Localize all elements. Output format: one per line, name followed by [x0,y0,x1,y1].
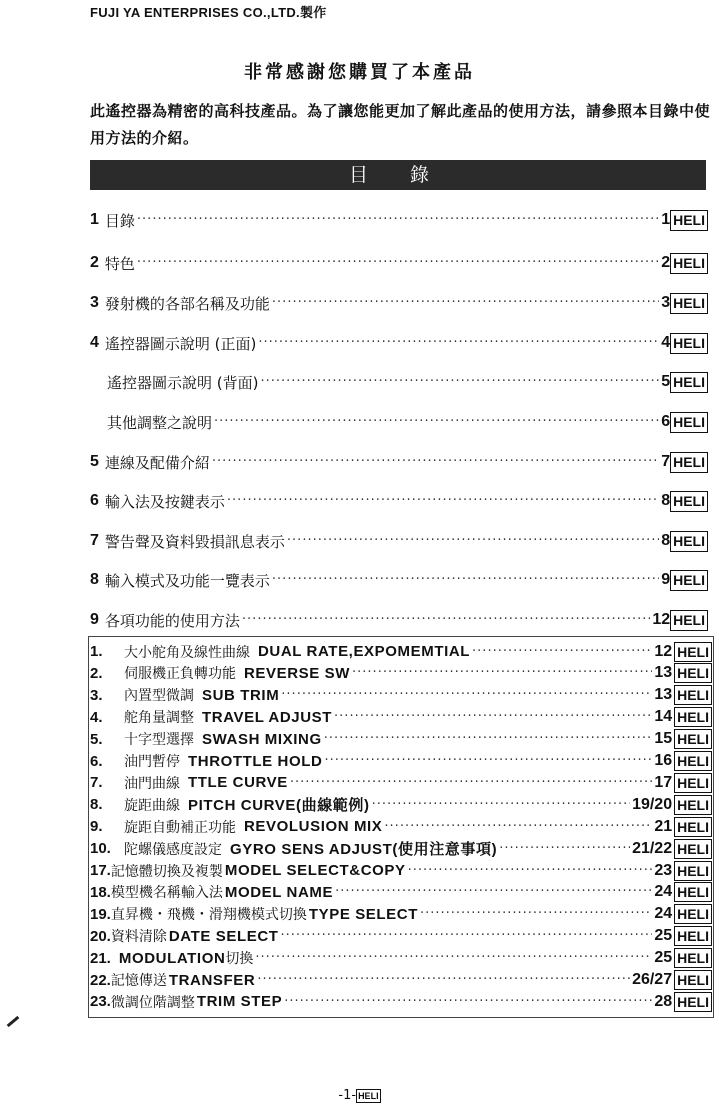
toc-row[interactable] [90,489,708,513]
function-row-number: 20. [90,927,111,945]
function-row-chinese: 陀螺儀感度設定 [124,841,222,858]
function-row[interactable] [90,707,712,728]
toc-row-number: 2 [90,254,99,271]
toc-row-page: 8 [661,532,671,549]
heli-tag: HELI [674,970,712,990]
heli-tag: HELI [674,707,712,727]
heli-tag: HELI [674,795,712,815]
heli-tag: HELI [674,685,712,705]
function-row-number: 17. [90,862,111,879]
function-row-leader [335,882,652,902]
toc-row-leader [287,531,659,551]
function-row-page: 24 [654,905,673,923]
function-row-leader [257,970,630,990]
function-row-leader [408,861,653,881]
toc-row-page: 3 [661,294,671,311]
function-row-chinese: 油門曲線 [124,775,180,792]
function-row-english: TYPE SELECT [308,905,418,923]
function-row-page: 28 [654,992,673,1010]
function-row-english: TRIM STEP [196,993,283,1011]
function-row[interactable] [90,772,712,793]
function-row-english: REVERSE SW [244,664,351,682]
toc-row-title: 遙控器圖示說明 (背面) [107,373,259,392]
function-row-page: 21/22 [632,839,673,857]
heli-tag: HELI [670,531,708,552]
toc-row-page: 7 [661,453,671,470]
function-row-leader [384,817,652,837]
function-row-page: 25 [654,949,673,967]
toc-row-title: 目錄 [104,211,135,230]
heli-tag: HELI [674,904,712,924]
toc-row-page: 5 [661,373,671,390]
page-footer [0,1088,719,1103]
function-row-english: TRAVEL ADJUST [202,708,333,726]
function-row-page: 21 [654,817,673,835]
toc-row-leader [272,570,659,590]
function-row-number: 9. [90,818,103,836]
heli-tag: HELI [670,570,708,591]
function-row-leader [324,751,652,771]
toc-row-number: 4 [90,334,99,351]
function-row-english: MODULATION [118,949,226,967]
function-row-chinese: 十字型選擇 [124,732,194,749]
function-row-english: THROTTLE HOLD [188,752,323,770]
toc-row[interactable] [90,608,708,632]
thanks-heading: 非常感謝您購買了本產品 [244,62,475,83]
heli-tag: HELI [674,882,712,902]
function-row-english: TTLE CURVE [188,774,288,792]
function-row-number: 21. [90,949,111,967]
function-row-leader [290,773,652,793]
function-row-leader [255,948,652,968]
function-row-number: 1. [90,643,103,660]
function-row-leader [472,642,652,662]
toc-row-title: 各項功能的使用方法 [104,611,240,630]
toc-row-leader [212,452,659,472]
function-row-number: 18. [90,883,111,901]
toc-row-title: 遙控器圖示說明 (正面) [104,334,257,353]
toc-row-leader [227,491,659,511]
function-row-page: 12 [654,642,673,660]
function-row-chinese: 內置型微調 [124,688,194,705]
function-row-english: SWASH MIXING [202,730,322,748]
function-row-page: 13 [654,686,673,704]
toc-row-leader [242,610,650,630]
heli-tag: HELI [670,452,708,473]
toc-row-leader [272,293,659,313]
toc-row-leader [137,210,659,230]
function-row-chinese: 舵角量調整 [124,710,194,727]
toc-row-title: 特色 [104,254,135,273]
toc-row-title: 連線及配備介紹 [104,453,210,472]
toc-row[interactable] [90,331,708,355]
function-row-chinese: 伺服機正負轉功能 [124,666,236,683]
toc-row-number: 9 [90,611,99,628]
function-row-chinese: 旋距自動補正功能 [124,819,236,836]
function-row-chinese: 記憶傳送 [110,973,167,989]
function-row-number: 5. [90,730,103,748]
heli-tag: HELI [674,861,712,881]
function-row-page: 19/20 [632,795,673,813]
toc-row-title: 發射機的各部名稱及功能 [104,294,270,313]
function-row[interactable] [90,991,712,1012]
function-row-number: 22. [90,971,111,989]
function-row-number: 4. [90,708,103,726]
toc-row[interactable] [90,450,708,474]
toc-row[interactable] [90,529,708,553]
heli-tag: HELI [674,948,712,968]
function-row[interactable] [90,794,712,815]
function-row-english: TRANSFER [168,971,256,989]
function-row-page: 13 [654,664,673,682]
toc-row-number: 3 [90,294,99,311]
heli-tag: HELI [670,210,708,231]
heli-tag: HELI [670,610,708,631]
toc-row-page: 6 [661,413,671,430]
function-row-chinese: 旋距曲線 [124,797,180,814]
pen-mark [7,1016,20,1027]
toc-row[interactable] [90,568,708,592]
function-row-number: 8. [90,796,103,814]
toc-row[interactable] [90,291,708,315]
function-row-chinese: 微調位階調整 [110,994,195,1011]
heli-tag: HELI [674,663,712,683]
toc-row-leader [260,372,659,392]
toc-row-page: 4 [661,334,671,351]
toc-row-leader [137,253,659,273]
heli-tag: HELI [670,412,708,433]
heli-tag: HELI [670,253,708,274]
heli-tag: HELI [674,839,712,859]
heli-tag: HELI [670,491,708,512]
heli-tag: HELI [674,729,712,749]
heli-tag: HELI [674,773,712,793]
toc-row-title: 其他調整之說明 [107,413,213,432]
function-row-leader [499,839,630,859]
function-row-page: 26/27 [632,971,673,988]
function-row-chinese: 切換 [225,951,254,968]
toc-row[interactable] [90,251,708,275]
toc-row-number: 1 [90,211,99,228]
function-row[interactable] [90,926,712,947]
heli-tag: HELI [670,372,708,393]
function-row[interactable] [90,882,712,903]
toc-row-leader [214,412,659,432]
function-row-page: 24 [654,883,673,901]
function-row-leader [334,707,652,727]
function-row-english: DUAL RATE,EXPOMEMTIAL [258,643,471,660]
toc-row[interactable] [107,370,708,394]
function-row-english: SUB TRIM [202,686,280,704]
function-row[interactable] [90,816,712,837]
heli-tag: HELI [674,642,712,662]
function-row-chinese: 記憶體切換及複製 [110,863,223,880]
function-row-page: 15 [654,730,673,748]
function-row-number: 23. [90,993,111,1011]
heli-tag: HELI [670,293,708,314]
toc-row-number: 5 [90,453,99,470]
function-row[interactable] [90,948,712,969]
function-row-page: 25 [654,927,673,945]
function-row-number: 7. [90,774,103,792]
function-row-english: PITCH CURVE(曲線範例) [188,797,370,815]
function-row-english: REVOLUSION MIX [244,818,383,836]
function-row-chinese: 直昇機・飛機・滑翔機模式切換 [110,907,307,924]
function-row-page: 16 [654,752,673,769]
function-row-number: 3. [90,686,103,704]
function-row-chinese: 資料清除 [110,929,167,946]
toc-row-title: 輸入法及按鍵表示 [104,492,225,511]
function-row-chinese: 油門暫停 [124,754,180,770]
function-row-leader [281,685,652,705]
toc-row-page: 2 [661,254,671,271]
toc-row-number: 7 [90,532,99,549]
toc-row[interactable] [90,208,708,232]
function-row-page: 23 [654,861,673,879]
function-row-number: 19. [90,905,111,923]
toc-row[interactable] [107,410,708,434]
toc-title-bar: 目 錄 [90,160,706,190]
function-row-page: 14 [654,708,673,726]
function-row-leader [281,926,653,946]
toc-row-title: 輸入模式及功能一覽表示 [104,571,270,590]
function-row[interactable] [90,641,712,662]
toc-row-title: 警告聲及資料毀損訊息表示 [104,532,285,551]
toc-row-page: 8 [661,492,671,509]
function-row-leader [352,663,652,683]
function-row-leader [420,904,652,924]
footer-heli-tag: HELI [358,1091,379,1101]
function-row[interactable] [90,751,712,772]
function-row-chinese: 模型機名稱輸入法 [110,885,223,902]
function-row-number: 10. [90,840,111,858]
toc-row-page: 9 [661,571,671,588]
function-row-english: MODEL SELECT&COPY [224,862,406,879]
heli-tag: HELI [670,333,708,354]
function-row-english: MODEL NAME [224,883,334,901]
toc-row-number: 8 [90,571,99,588]
heli-tag: HELI [674,751,712,771]
heli-tag: HELI [674,817,712,837]
function-row[interactable] [90,663,712,684]
function-row[interactable] [90,860,712,881]
function-row[interactable] [90,904,712,925]
function-row[interactable] [90,838,712,859]
function-row-number: 2. [90,664,103,682]
function-row-leader [324,729,653,749]
function-row[interactable] [90,685,712,706]
toc-row-page: 1 [661,211,671,228]
toc-row-number: 6 [90,492,99,509]
page-number: -1- [338,1088,357,1103]
toc-row-page: 12 [652,611,671,628]
function-row[interactable] [90,729,712,750]
company-name: FUJI YA ENTERPRISES CO.,LTD.製作 [90,5,327,20]
heli-tag: HELI [674,926,712,946]
function-row-leader [372,795,630,815]
function-row-leader [284,992,652,1012]
function-row-english: GYRO SENS ADJUST(使用注意事項) [230,841,498,859]
function-row-chinese: 大小舵角及線性曲線 [124,644,250,661]
function-row-page: 17 [654,773,673,791]
function-row[interactable] [90,970,712,991]
function-row-english: DATE SELECT [168,927,279,945]
heli-tag: HELI [674,992,712,1012]
intro-paragraph: 此遙控器為精密的高科技產品。為了讓您能更加了解此產品的使用方法，請參照本目錄中使用方法的介紹。 [90,102,711,147]
toc-row-leader [258,333,659,353]
function-row-number: 6. [90,752,103,770]
